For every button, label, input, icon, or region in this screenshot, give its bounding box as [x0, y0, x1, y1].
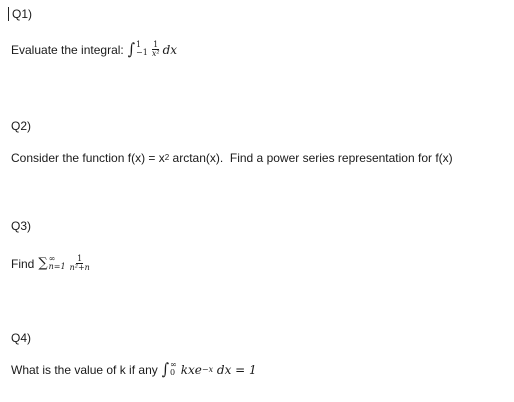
q3-numerator: 1	[77, 254, 83, 263]
q4-tail: dx = 1	[213, 363, 257, 377]
q3-label: Q3)	[11, 219, 32, 233]
q1-integral-sign: ∫	[127, 40, 136, 59]
q1-lower-limit: −1	[136, 47, 148, 57]
q4-integral-sign: ∫	[161, 360, 170, 380]
q1-differential: dx	[162, 42, 178, 57]
q1-prompt: Evaluate the integral:	[11, 42, 124, 57]
q1-question	[11, 41, 177, 58]
q1-numerator: 1	[153, 40, 159, 49]
q2-label: Q2)	[11, 119, 32, 133]
q1-label: Q1)	[8, 7, 32, 21]
q2-exponent: 2	[164, 153, 170, 162]
q1-limits	[136, 41, 148, 57]
q2-prompt-part2: arctan(x). Find a power series representation for f(x)	[169, 151, 453, 165]
q3-upper: ∞	[48, 253, 56, 263]
q1-denominator: x²	[151, 49, 160, 58]
q4-question	[11, 362, 257, 378]
q3-sum-limits	[49, 255, 66, 271]
q4-limits	[170, 361, 177, 377]
q3-denominator: n²+n	[69, 263, 90, 272]
q4-lower-limit: 0	[170, 368, 176, 377]
q3-prompt: Find	[11, 256, 35, 271]
q2-question	[11, 150, 453, 166]
q4-label: Q4)	[11, 331, 32, 345]
q1-fraction	[151, 41, 161, 58]
q3-question	[11, 255, 93, 272]
q2-prompt-part1: Consider the function f(x) = x	[11, 151, 165, 165]
q4-prompt: What is the value of k if any	[11, 363, 158, 377]
q4-exponent: −x	[201, 365, 214, 374]
q3-sigma: ∑	[38, 255, 48, 271]
q4-upper-limit: ∞	[170, 360, 177, 369]
q4-integrand: kxe	[180, 363, 202, 377]
q1-upper-limit: 1	[136, 39, 142, 49]
q3-fraction	[69, 255, 91, 272]
q3-lower: n=1	[48, 261, 66, 271]
